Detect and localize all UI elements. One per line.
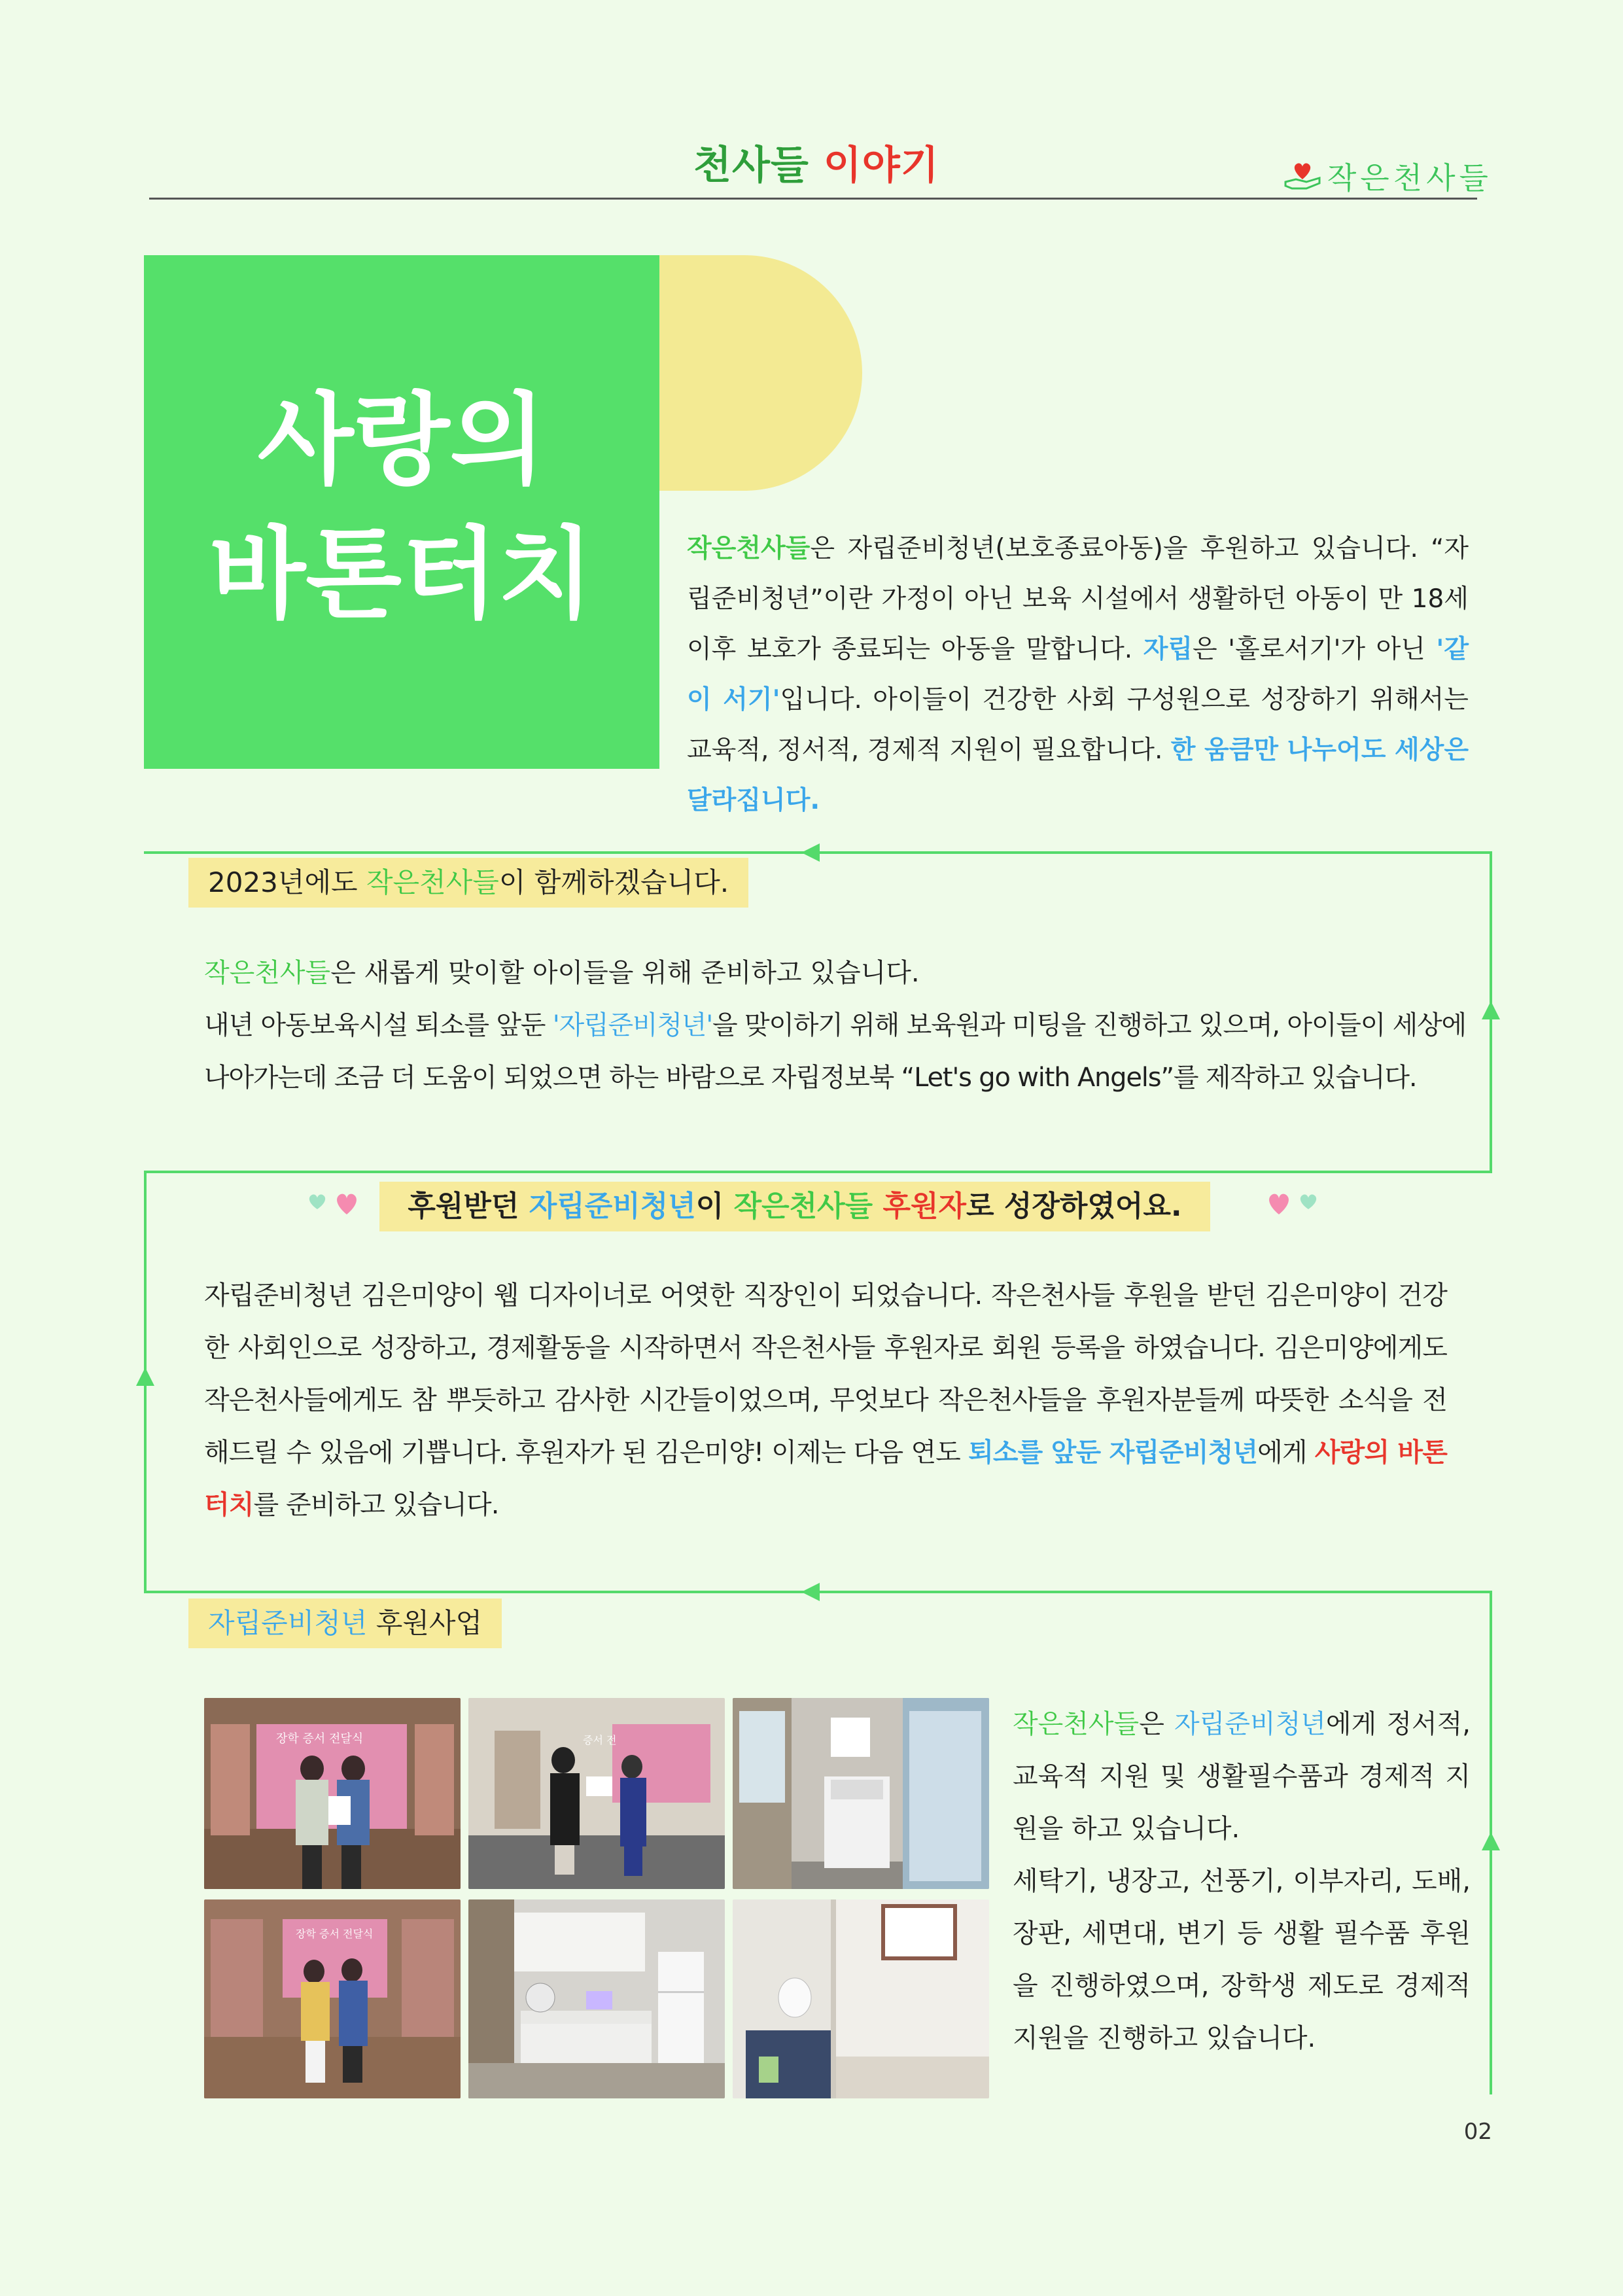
body-text: 내년 아동보육시설 퇴소를 앞둔 (204, 1010, 553, 1040)
heading-highlight: 자립준비청년 (529, 1190, 696, 1223)
heading-org: 작은천사들 (733, 1190, 873, 1223)
section1-body (204, 947, 1480, 1104)
arrow-up-icon (136, 1368, 154, 1386)
title-part1: 천사들 (693, 143, 809, 188)
photo-ceremony-1 (204, 1698, 461, 1889)
section2-body (204, 1269, 1447, 1531)
arrow-up-icon (1482, 1832, 1500, 1850)
org-name: 작은천사들 (1013, 1709, 1140, 1739)
heading-text: 이 함께하겠습니다. (498, 866, 729, 898)
photo-bathroom (733, 1899, 989, 2098)
body-text: 를 준비하고 있습니다. (253, 1490, 499, 1520)
hearts-icon (298, 1183, 370, 1222)
body-text: 을 맞이하기 위해 보육원과 미팅을 진행하고 있으며, 아이들이 세상에 나아가는데 조금 더 도움이 되었으면 하는 바람으로 자립정보북 “Let's go with Angels”를 제작하고 있습니다. (204, 1010, 1466, 1093)
highlight-text: '자립준비청년' (552, 1010, 713, 1040)
heart-hand-icon (1283, 160, 1322, 192)
highlight-text: 퇴소를 앞둔 자립준비청년 (968, 1438, 1258, 1468)
brand-logo (1283, 154, 1492, 198)
photo-kitchen (468, 1899, 725, 2098)
photo-banner-text: 증서 전 (583, 1734, 617, 1746)
heading-text (873, 1190, 882, 1223)
hearts-icon (1256, 1183, 1328, 1222)
body-text: 에게 (1257, 1438, 1315, 1468)
photo-banner-text: 장학 증서 전달식 (296, 1928, 374, 1940)
photo-banner-text: 장학 증서 전달식 (276, 1732, 364, 1746)
photo-ceremony-3 (204, 1899, 461, 2098)
intro-text-3: 입니다. 아이들이 건강한 사회 구성원으로 성장하기 위해서는 교육적, 정서적, 경제적 지원이 필요합니다. (687, 685, 1469, 765)
intro-text-2: 은 '홀로서기'가 아닌 (1193, 635, 1437, 664)
section-title (693, 134, 939, 190)
arrow-up-icon (1482, 1001, 1500, 1019)
intro-paragraph (687, 523, 1469, 826)
heading-text: 이 (695, 1190, 734, 1223)
photo-ceremony-2 (468, 1698, 725, 1889)
heading-text: 2023년에도 (208, 866, 366, 898)
section1-line1 (204, 947, 1480, 999)
org-name: 작은천사들 (204, 958, 331, 988)
highlight-text: 자립준비청년 (1174, 1709, 1326, 1739)
section3-para2: 세탁기, 냉장고, 선풍기, 이부자리, 도배, 장판, 세면대, 변기 등 생활 필수품 후원을 진행하였으며, 장학생 제도로 경제적 지원을 진행하고 있습니다. (1013, 1866, 1471, 2053)
title-part2: 이야기 (823, 143, 939, 188)
highlight-text: 사랑의 바톤터치 (204, 1438, 1447, 1520)
hero-title-line1: 사랑의 (257, 382, 546, 498)
body-text: 은 새롭게 맞이할 아이들을 위해 준비하고 있습니다. (330, 958, 920, 988)
header-divider (149, 198, 1477, 200)
section3-para1 (1013, 1698, 1471, 1855)
intro-together: '같이 서기' (687, 635, 1469, 715)
heading-highlight: 후원자 (882, 1190, 966, 1223)
body-text: 에게 정서적, 교육적 지원 및 생활필수품과 경제적 지원을 하고 있습니다. (1013, 1709, 1471, 1844)
hero-title-line2: 바톤터치 (209, 516, 594, 632)
photo-grid (204, 1698, 1015, 2098)
arrow-left-icon (801, 843, 820, 862)
intro-jarip: 자립 (1143, 635, 1193, 664)
hero-title (144, 373, 659, 641)
intro-closing: 한 움큼만 나누어도 세상은 달라집니다. (687, 735, 1469, 815)
heading-highlight: 자립준비청년 (208, 1607, 368, 1639)
intro-org: 작은천사들 (687, 534, 811, 563)
arrow-left-icon (801, 1583, 820, 1601)
timeline-line (144, 1171, 1492, 1173)
heading-text: 후원받던 (408, 1190, 529, 1223)
intro-text-1: 은 자립준비청년(보호종료아동)을 후원하고 있습니다. “자립준비청년”이란 가정이 아닌 보육 시설에서 생활하던 아동이 만 18세 이후 보호가 종료되는 아동을 말합니다. (687, 534, 1469, 664)
heading-text: 후원사업 (367, 1607, 483, 1639)
photo-washing-machine (733, 1698, 989, 1889)
section2-heading (379, 1182, 1210, 1231)
section3-body (1013, 1698, 1471, 2064)
body-text: 은 (1139, 1709, 1175, 1739)
section1-heading (188, 858, 748, 908)
heading-text: 로 성장하였어요. (966, 1190, 1182, 1223)
section1-line2 (204, 999, 1480, 1104)
brand-name: 작은천사들 (1327, 160, 1492, 196)
body-text: 자립준비청년 김은미양이 웹 디자이너로 어엿한 직장인이 되었습니다. 작은천사들 후원을 받던 김은미양이 건강한 사회인으로 성장하고, 경제활동을 시작하면서 작은천사들 후원자로 회원 등록을 하였습니다. 김은미양에게도 작은천사들에게도 참 뿌듯하고 감사한 시간들이었으며, 무엇보다 작은천사들을 후원자분들께 따뜻한 소식을 전해드릴 수 있음에 기쁩니다. 후원자가 된 김은미양! 이제는 다음 연도 (204, 1280, 1447, 1468)
hero-half-circle (659, 255, 862, 491)
heading-org: 작은천사들 (366, 866, 499, 898)
page-number: 02 (1463, 2119, 1492, 2145)
section3-heading (188, 1598, 502, 1648)
